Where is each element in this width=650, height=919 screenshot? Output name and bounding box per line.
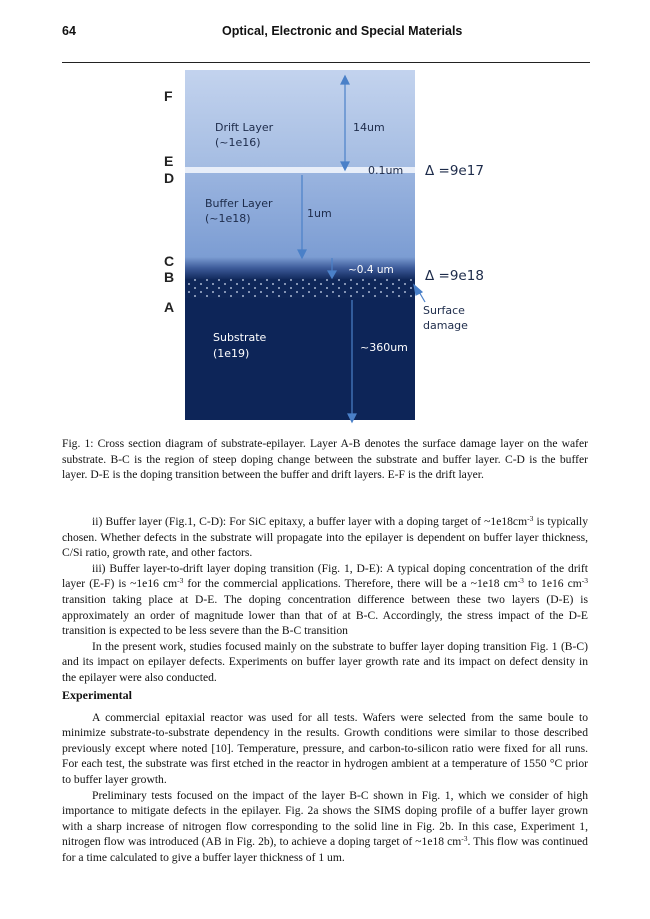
header-rule	[62, 62, 590, 63]
de-delta-label: Δ =9e17	[425, 163, 484, 179]
cross-section-figure	[0, 70, 650, 430]
substrate-thickness-label: ~360um	[360, 341, 408, 354]
buffer-doping-label: (~1e18)	[205, 212, 251, 225]
bc-thickness-label: ~0.4 um	[348, 264, 394, 276]
buffer-layer-label: Buffer Layer	[205, 197, 273, 210]
drift-doping-label: (~1e16)	[215, 136, 261, 149]
label-d: D	[164, 170, 175, 186]
drift-layer	[185, 70, 415, 168]
surface-damage-label-2: damage	[423, 319, 468, 332]
figure-caption: Fig. 1: Cross section diagram of substrate-epilayer. Layer A-B denotes the surface damage layer on the wafer substrate. B-C is the region of steep doping change between the substrate and buffer layer. C-D is the buffer layer. D-E is the doping transition between the buffer and drift layers. E-F is the drift layer.	[62, 437, 588, 482]
paragraph-preliminary-tests: Preliminary tests focused on the impact of the layer B-C shown in Fig. 1, which we consider of high importance to mitigate defects in the epilayer. Fig. 2a shows the SIMS doping profile of a buffer layer grown with a sharp increase of nitrogen flow corresponding to the solid line in Fig. 2b. In this case, Experiment 1, nitrogen flow was introduced (AB in Fig. 2b), to achieve a doping target of ~1e18 $cm^{-3}$. This flow was continued for a time calculated to give a buffer layer thickness of 1 um.	[62, 788, 588, 864]
substrate-label: Substrate	[213, 331, 267, 344]
drift-layer-label: Drift Layer	[215, 121, 274, 134]
bc-delta-label: Δ =9e18	[425, 268, 484, 284]
paragraph-reactor: A commercial epitaxial reactor was used for all tests. Wafers were selected from the same boule to minimize substrate-to-substrate dependency in the results. Growth conditions were similar to those described previously except where noted [10]. Temperature, pressure, and carbon-to-silicon ratio were fixed for all runs. For each test, the substrate was first etched in the reactor in hydrogen ambient at a temperature of 1550 °C prior to buffer layer growth.	[62, 710, 588, 786]
label-f: F	[164, 88, 173, 104]
surface-damage-label-1: Surface	[423, 304, 465, 317]
label-c: C	[164, 253, 175, 269]
de-thickness-label: 0.1um	[368, 164, 404, 177]
body-text-2	[62, 688, 588, 866]
section-heading-experimental: Experimental	[62, 688, 132, 702]
paragraph-doping-transition: iii) Buffer layer-to-drift layer doping transition (Fig. 1, D-E): A typical doping concentration of the drift layer (E-F) is ~1e16 $cm^{-3}$ for the commercial applications. Therefore, there will be a ~1e18 $cm^{-3}$ to 1e16 $cm^{-3}$ transition taking place at D-E. The doping concentration difference between these two layers (D-E) is approximately an order of magnitude lower than that of at B-C. Accordingly, the stress impact of the D-E transition is expected to be less severe than the B-C transition	[62, 561, 588, 638]
running-title: Optical, Electronic and Special Materials	[222, 24, 463, 38]
substrate-doping-label: (1e19)	[213, 347, 250, 360]
drift-thickness-label: 14um	[353, 121, 385, 134]
body-text-1	[62, 514, 588, 686]
buffer-thickness-label: 1um	[307, 207, 332, 220]
label-b: B	[164, 269, 175, 285]
page-number: 64	[62, 24, 76, 38]
label-e: E	[164, 153, 174, 169]
paragraph-buffer-layer: ii) Buffer layer (Fig.1, C-D): For SiC epitaxy, a buffer layer with a doping target of $\sim 1e18cm^{-3}$ is typically chosen. Whether defects in the substrate will propagate into the epilayer is dependent on buffer layer thickness, C/Si ratio, growth rate, and other factors.	[62, 514, 588, 560]
label-a: A	[164, 299, 175, 315]
paragraph-present-work: In the present work, studies focused mainly on the substrate to buffer layer doping transition Fig. 1 (B-C) and its impact on epilayer defects. Experiments on buffer layer growth rate and its impact on defect density in the epilayer were also conducted.	[62, 639, 588, 684]
